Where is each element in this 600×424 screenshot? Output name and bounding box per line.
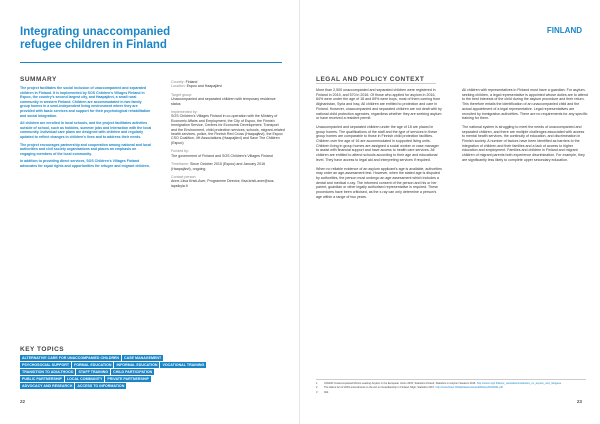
legal-policy-heading: LEGAL AND POLICY CONTEXT <box>316 76 425 83</box>
topic-tag: PRIVATE PARTNERSHIP <box>107 377 149 381</box>
key-topics-row <box>20 383 288 389</box>
location-row <box>171 84 285 88</box>
footnote-text <box>324 382 586 385</box>
key-topics-row <box>20 362 288 368</box>
key-topics-row <box>20 369 288 375</box>
page-number: 22 <box>20 399 26 404</box>
location-value: Espoo and Haapajärvi <box>186 84 222 89</box>
footnote <box>316 382 586 385</box>
footnote-number: 2 <box>316 386 318 390</box>
key-topics-section <box>20 346 288 390</box>
project-info <box>171 80 285 188</box>
body-paragraph: When no reliable evidence of an asylum applicant's age is available, authorities may order an age-assessment test. However, when the stated age is disputed by authorities, the person must undergo an age assessment which includes a dental and medical x-ray. The informed consent of the person and his or her parent, guardian or other legally authorised representative is required. These procedures have been criticised, as the x-ray can only determine a person's age within a range of two years. <box>316 166 442 199</box>
page-number: 23 <box>576 399 582 404</box>
implemented-by-value: SOS Children's Villages Finland in co-operation with the Ministry of Economic Affairs and Employment, the City of Espoo, the Finnish Immigration Service, Centres for Economic Development, Transport and the Environment, child protection services, schools, migrant-related health services, police, the Finnish Red Cross (Haapajärvi), the Espoo CSO Coalition, 4H Associations (Haapajärvi) and Save The Children (Espoo) <box>171 114 285 145</box>
text-column-2 <box>462 88 588 203</box>
footnote-link[interactable]: http://www.finlex.fi/fi/laki/kaannokset/2004/en20040301.pdf <box>435 386 503 390</box>
footnote-link[interactable]: http://www.migri.fi/about_us/statistics/statistics_on_asylum_and_refugees <box>476 382 562 385</box>
topic-tag: LOCAL COMMUNITY <box>66 377 103 381</box>
footnote <box>316 386 586 389</box>
timeframe-row <box>171 162 285 171</box>
topic-tag: CASE MANAGEMENT <box>124 356 162 360</box>
footnote-body: The Aliens Act of 2004 amendments to the Act on Guardianship in Finland, Migri, Statistics 2017. <box>324 386 435 390</box>
country-tag: FINLAND <box>546 26 582 35</box>
location-label: Location: <box>171 84 186 89</box>
summary-heading: SUMMARY <box>20 76 57 83</box>
timeframe-value: Since October 2015 (Espoo) and January 2016 (Haapajärvi), ongoing <box>171 162 266 171</box>
footnote-text <box>324 391 586 394</box>
country-label: Country: <box>171 80 185 84</box>
summary-paragraph: In addition to providing direct services, SOS Children's Villages Finland advocates for equal rights and opportunities for refugee and migrant children. <box>20 159 150 168</box>
key-topics-heading: KEY TOPICS <box>20 346 65 353</box>
timeframe-label: Timeframe: <box>171 162 190 167</box>
topic-tag: PUBLIC PARTNERSHIP <box>22 377 62 381</box>
topic-tag: ALTERNATIVE CARE FOR UNACCOMPANIED CHILDREN <box>22 356 120 360</box>
footnote-text <box>324 386 586 389</box>
topic-tag: ACCESS TO INFORMATION <box>77 384 125 388</box>
legal-heading-divider <box>316 83 436 84</box>
target-group-value: Unaccompanied and separated children with temporary residence status <box>171 97 276 106</box>
body-paragraph: Unaccompanied and separated children under the age of 18 are placed in group homes. The qualifications of the staff and the type of services in these group homes are comparable to those in Finnish child protection facilities. Children over the age of 16 are accommodated in supported living units. Children living in group homes are assigned a social worker or case manager to assist with financial support and have access to health care services. All children are entitled to attend schools according to their age and educational level. They have access to legal aid and interpreting services if required. <box>316 124 439 162</box>
topic-tag: STAFF TRAINING <box>78 370 109 374</box>
footnote-body: UNHCR Unaccompanied Minors seeking Asylum in the European Union 2015, Statistics Finland, Statistics on Asylum Seekers 2016. <box>324 382 477 385</box>
funded-by-label: Funded by: <box>171 149 189 154</box>
footnote-body: Ibid. <box>324 390 329 394</box>
topic-tag: ADVOCACY AND RESEARCH <box>22 384 73 388</box>
implemented-by-label: Implemented by: <box>171 110 198 115</box>
title-divider <box>20 62 282 63</box>
contact-label: Contact person: <box>171 174 197 179</box>
key-topics-row <box>20 355 288 361</box>
summary-section <box>20 76 152 172</box>
country-value: Finland <box>185 80 198 84</box>
body-paragraph: More than 2,500 unaccompanied and separated children were registered in Finland in 2015, and 570 in 2016. Of those who applied for asylum in 2016, 84% were under the age of 18 and 69% were boys, most of them coming from Afghanistan, Syria and Iraq. All children are entitled to protection and care in Finland. However, unaccompanied and separated children are not dealt with by national child protection agencies, regardless whether they are seeking asylum or have received a resident permit. <box>316 88 442 121</box>
legal-text-columns <box>316 88 588 203</box>
key-topics-row <box>20 376 288 382</box>
footnote-number: 1 <box>316 382 318 385</box>
topic-tag: VOCATIONAL TRAINING <box>162 363 205 367</box>
target-group-label: Target group: <box>171 92 193 97</box>
topic-tag: FORMAL EDUCATION <box>74 363 112 367</box>
text-column-1 <box>316 88 442 203</box>
footnotes <box>316 379 586 395</box>
summary-paragraph: All children are enrolled in local schools, and the project facilitates activities outside of school, such as hobbies, summer jobs and interaction with the local community. Individual care plans are designed with children and regularly updated to reflect changes in children's lives and to address their needs. <box>20 121 152 139</box>
body-paragraph: The national system is struggling to meet the needs of unaccompanied and separated children, and there are multiple challenges associated with access to mental health services, the continuity of education, and discrimination in Finnish society. A number of factors have been identified as barriers to the integration of children and their families and a lack of access to higher education and employment. Families and children in Finland and migrant children of migrant parents both experience discrimination. For example, they are significantly less likely to complete upper secondary education. <box>462 124 585 162</box>
page-title: Integrating unaccompanied refugee children in Finland <box>20 26 171 51</box>
topic-tag: TRANSITION TO ADULTHOOD <box>22 370 74 374</box>
contact-value: Anne-Liisa Kristi-Aver, Programme Director, liisa.kristi-aver@sos-lapsikyla.fi <box>171 179 275 188</box>
footnote <box>316 391 586 394</box>
right-page <box>300 0 600 424</box>
summary-paragraph: The project encourages partnership and cooperation among national and local authorities and civil society organisations and places an emphasis on engaging members of the local community. <box>20 142 151 156</box>
left-page <box>0 0 299 424</box>
funded-by-value: The government of Finland and SOS Children's Villages Finland <box>171 153 273 158</box>
topic-tag: CHILD PARTICIPATION <box>113 370 153 374</box>
legal-heading-wrap <box>316 76 588 86</box>
footnote-number: 3 <box>316 390 318 394</box>
topic-tag: PSYCHOSOCIAL SUPPORT <box>22 363 70 367</box>
body-paragraph: All children with representatives in Finland must have a guardian. For asylum-seeking children, a legal representative is appointed whose duties are to attend to the best interests of the child during the asylum procedure and their return. This therefore entails the identification of an unaccompanied child and the actual appointment of a legal representative. Legal representatives are recruited by immigration authorities. There are no requirements for any specific training for them. <box>462 88 588 121</box>
summary-paragraph: The project facilitates the social inclusion of unaccompanied and separated children in Finland. It is implemented by SOS Children's Villages Finland in Espoo, the country's second largest city, and Haapajärvi, a small rural community in western Finland. Children are accommodated in two family group homes in a semi-independent living environment where they are provided with basic services and support for their psychological rehabilitation and social integration. <box>20 86 151 118</box>
topic-tag: INFORMAL EDUCATION <box>116 363 158 367</box>
